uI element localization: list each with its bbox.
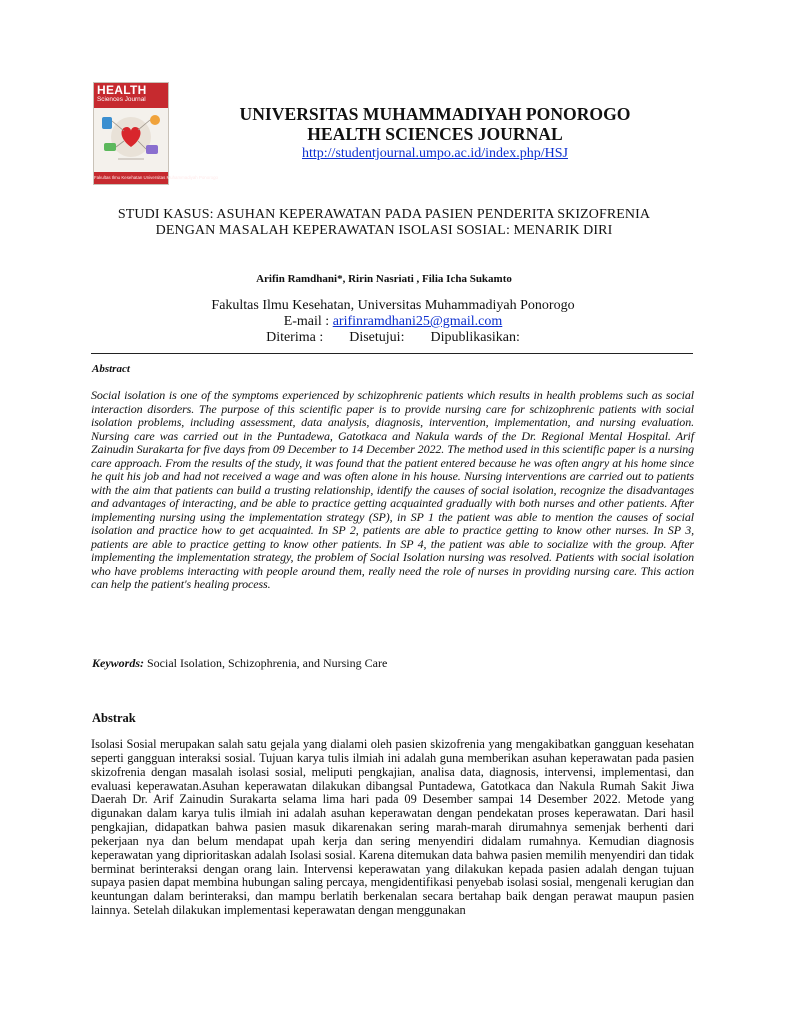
email-label: E-mail : bbox=[283, 314, 333, 329]
cover-title-health: HEALTH bbox=[97, 83, 147, 97]
publication-dates bbox=[0, 330, 786, 346]
received-date: Diterima : bbox=[266, 330, 324, 345]
medical-illustration-icon bbox=[98, 111, 164, 169]
article-authors: Arifin Ramdhani*, Ririn Nasriati , Filia Icha Sukamto bbox=[256, 273, 512, 285]
cover-title-subtitle: Sciences Journal bbox=[97, 96, 146, 103]
abstrak-body: Isolasi Sosial merupakan salah satu gejala yang dialami oleh pasien skizofrenia yang mengakibatkan gangguan kesehatan seperti gangguan interaksi sosial. Tujuan karya tulis ilmiah ini adalah guna memberikan asuhan keperawatan pada pasien skizofrenia dengan masalah isolasi sosial, meliputi pengkajian, analisa data, diagnosis, intervensi, implementasi, dan evaluasi keperawatan.Asuhan keperawatan dilakukan dibangsal Puntadewa, Gatotkaca dan Nakula Rumah Sakit Jiwa Daerah Dr. Arif Zainudin Surakarta selama lima hari pada 09 Desember sampai 14 Desember 2022. Metode yang digunakan dalam karya tulis ilmiah ini adalah asuhan keperawatan dengan pendekatan proses keperawatan. Dari hasil pengkajian, didapatkan bahwa pasien masuk dikarenakan sering marah-marah dirumahnya semenjak berhenti dari pekerjaan nya dan belum mendapat upah kerja dan sering menyendiri didalam rumahnya. Kemudian diagnosis keperawatan yang diprioritaskan adalah Isolasi sosial. Karena ditemukan data bahwa pasien memilih menyendiri dan tidak berminat berinteraksi dengan orang lain. Intervensi keperawatan yang dilakukan kepada pasien adalah dengan tujuan supaya pasien dapat membina hubungan saling percaya, mengidentifikasi penyebab isolasi sosial, mengenali kerugian dan keuntungan dalam berinteraksi, dan mampu berlatih berkenalan secara bertahap baik dengan perawat maupun pasien lainnya. Setelah dilakukan implementasi keperawatan dengan menggunakan bbox=[91, 737, 694, 918]
cover-title-band bbox=[94, 83, 168, 108]
journal-url-link[interactable]: http://studentjournal.umpo.ac.id/index.php/HSJ bbox=[302, 146, 568, 161]
email-line bbox=[0, 314, 786, 330]
article-title bbox=[60, 207, 708, 239]
university-name: UNIVERSITAS MUHAMMADIYAH PONOROGO bbox=[239, 104, 631, 124]
keywords-text: Social Isolation, Schizophrenia, and Nursing Care bbox=[144, 656, 388, 670]
author-affiliation-block bbox=[0, 298, 786, 346]
cover-footer-band: Fakultas Ilmu Kesehatan Universitas Muhammadiyah Ponorogo bbox=[94, 172, 168, 184]
article-title-line-2: DENGAN MASALAH KEPERAWATAN ISOLASI SOSIAL: MENARIK DIRI bbox=[155, 223, 613, 238]
header-divider bbox=[91, 353, 693, 354]
abstract-body: Social isolation is one of the symptoms experienced by schizophrenic patients which results in health problems such as social interaction disorders. The purpose of this scientific paper is to provide nursing care for schizophrenic patients with social isolation problems, including assessment, data analysis, diagnosis, intervention, implementation, and nursing evaluation. Nursing care was carried out in the Puntadewa, Gatotkaca and Nakula wards of the Dr. Regional Mental Hospital. Arif Zainudin Surakarta for five days from 09 December to 14 December 2022. The method used in this scientific paper is a nursing care approach. From the results of the study, it was found that the patient entered because he was often angry at his home since he quit his job and had not received a wage and was often alone in his house. Nursing interventions are carried out to patients with the aim that patients can build a trusting relationship, identify the causes of social isolation, recognize the disadvantages and advantages of interacting, and be able to practice getting acquainted gradually with both nurses and other patients. After implementing nursing using the implementation strategy (SP), in SP 1 the patient was able to mention the causes of social isolation and practice how to get acquainted. In SP 2, patients are able to practice getting to know other nurses. In SP 3, patients are able to practice getting to know other patients. In SP 4, the patient was able to socialize with the group. After implementing the implementation strategy, the problem of Social Isolation nursing was resolved. Patients with social isolation who have problems interacting with people around them, really need the role of nurses in providing nursing care. This action can help the patient's healing process. bbox=[91, 388, 694, 591]
article-title-line-1: STUDI KASUS: ASUHAN KEPERAWATAN PADA PASIEN PENDERITA SKIZOFRENIA bbox=[117, 207, 651, 222]
journal-cover-thumbnail bbox=[93, 82, 218, 185]
approved-date: Disetujui: bbox=[349, 330, 405, 345]
affiliation: Fakultas Ilmu Kesehatan, Universitas Muhammadiyah Ponorogo bbox=[211, 298, 575, 313]
keywords-label: Keywords: bbox=[92, 656, 144, 670]
journal-header bbox=[180, 104, 690, 163]
published-date: Dipublikasikan: bbox=[430, 330, 520, 345]
author-email-link[interactable]: arifinramdhani25@gmail.com bbox=[332, 314, 503, 329]
abstrak-heading: Abstrak bbox=[92, 711, 136, 725]
keywords-line bbox=[92, 655, 387, 671]
abstract-heading: Abstract bbox=[92, 363, 130, 375]
journal-name: HEALTH SCIENCES JOURNAL bbox=[307, 124, 563, 144]
